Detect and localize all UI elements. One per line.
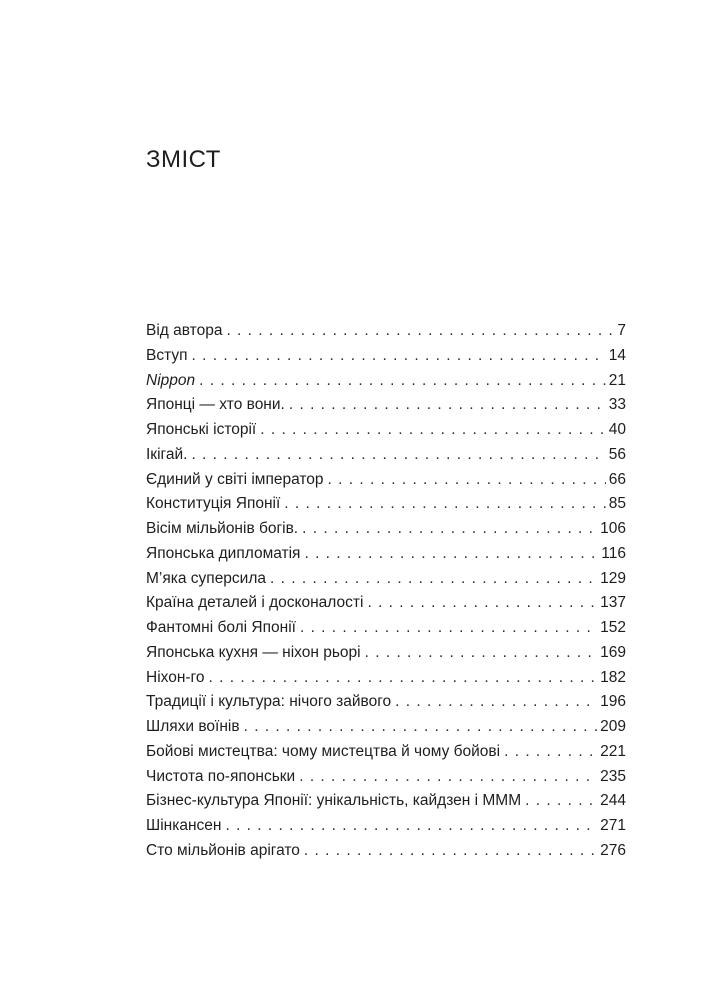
toc-entry-page-number: 182	[600, 668, 626, 686]
toc-dot-leader	[209, 669, 598, 687]
toc-dot-leader	[191, 446, 605, 464]
toc-dot-leader	[365, 644, 598, 662]
toc-entry-page-number: 244	[600, 792, 626, 810]
toc-entry-title: Ніхон-го	[146, 668, 205, 686]
toc-entry-page-number: 196	[600, 693, 626, 711]
toc-entry-title: Шінкансен	[146, 817, 222, 834]
toc-dot-leader	[367, 594, 597, 612]
toc-entry-page-number: 169	[600, 643, 626, 661]
toc-entry-title: Конституція Японії	[146, 495, 281, 513]
toc-entry-title: М’яка суперсила	[146, 569, 267, 587]
page-title: ЗМІСТ	[146, 146, 221, 173]
toc-entry-title: Вісім мільйонів богів.	[146, 520, 299, 537]
toc-entry	[146, 743, 626, 768]
toc-entry	[146, 322, 626, 347]
toc-entry	[146, 669, 626, 694]
toc-dot-leader	[395, 693, 597, 711]
toc-entry-title: Шляхи воїнів	[146, 718, 240, 735]
toc-dot-leader	[300, 619, 597, 637]
toc-entry-page-number: 85	[608, 495, 626, 513]
toc-entry-title: Сто мільйонів арігато	[146, 841, 300, 859]
toc-entry	[146, 792, 626, 817]
toc-entry-page-number: 7	[617, 322, 626, 339]
toc-entry-title: Чистота по-японськи	[146, 767, 296, 785]
toc-entry	[146, 347, 626, 372]
toc-entry-page-number: 106	[600, 520, 626, 537]
toc-entry	[146, 768, 626, 793]
toc-dot-leader	[199, 372, 606, 390]
toc-entry-page-number: 40	[608, 421, 626, 438]
toc-entry-title: Єдиний у світі імператор	[146, 470, 324, 488]
toc-entry	[146, 471, 626, 496]
toc-entry	[146, 817, 626, 842]
toc-entry-page-number: 137	[600, 594, 626, 612]
toc-entry-page-number: 209	[600, 718, 626, 735]
toc-dot-leader	[299, 768, 597, 786]
toc-entry	[146, 372, 626, 397]
toc-entry-title: Вступ	[146, 346, 188, 364]
toc-dot-leader	[504, 743, 597, 761]
toc-entry-page-number: 221	[600, 742, 626, 760]
toc-dot-leader	[302, 520, 597, 538]
toc-entry	[146, 495, 626, 520]
toc-dot-leader	[525, 792, 597, 810]
toc-entry	[146, 718, 626, 743]
toc-entry	[146, 421, 626, 446]
table-of-contents	[146, 322, 626, 867]
toc-entry	[146, 570, 626, 595]
toc-entry-title: Традиції і культура: нічого зайвого	[146, 693, 392, 711]
toc-entry	[146, 594, 626, 619]
toc-entry-title: Nippon	[146, 371, 196, 389]
toc-entry-title: Японська кухня — ніхон рьорі	[146, 643, 361, 661]
toc-entry	[146, 693, 626, 718]
toc-entry	[146, 842, 626, 867]
toc-entry-page-number: 276	[600, 841, 626, 859]
toc-entry	[146, 396, 626, 421]
toc-entry-title: Фантомні болі Японії	[146, 619, 296, 636]
toc-entry-page-number: 14	[608, 346, 626, 364]
toc-dot-leader	[192, 347, 606, 365]
toc-entry-title: Японські історії	[146, 421, 257, 438]
toc-dot-leader	[289, 396, 606, 414]
toc-entry-page-number: 33	[608, 396, 626, 414]
toc-entry-page-number: 66	[608, 470, 626, 488]
toc-dot-leader	[226, 322, 614, 340]
toc-entry-title: Бізнес-культура Японії: унікальність, кайдзен і МММ	[146, 792, 522, 810]
toc-dot-leader	[260, 421, 606, 439]
toc-entry	[146, 644, 626, 669]
toc-entry-page-number: 56	[608, 445, 626, 463]
toc-dot-leader	[284, 495, 605, 513]
toc-entry-title: Японська дипломатія	[146, 544, 301, 562]
toc-entry-page-number: 271	[600, 817, 626, 834]
toc-entry-page-number: 129	[600, 569, 626, 587]
toc-entry	[146, 446, 626, 471]
toc-entry-page-number: 21	[608, 371, 626, 389]
toc-entry-title: Японці — хто вони.	[146, 396, 285, 414]
toc-entry-title: Ікігай.	[146, 445, 188, 463]
toc-dot-leader	[225, 817, 597, 835]
toc-dot-leader	[304, 545, 598, 563]
toc-entry-title: Країна деталей і досконалості	[146, 594, 364, 612]
toc-entry	[146, 520, 626, 545]
toc-entry-title: Бойові мистецтва: чому мистецтва й чому бойові	[146, 742, 501, 760]
toc-dot-leader	[244, 718, 598, 736]
toc-entry-page-number: 152	[600, 619, 626, 636]
toc-dot-leader	[304, 842, 597, 860]
toc-dot-leader	[270, 570, 597, 588]
toc-dot-leader	[328, 471, 606, 489]
toc-entry-page-number: 116	[601, 544, 626, 562]
toc-entry-page-number: 235	[600, 767, 626, 785]
toc-entry	[146, 619, 626, 644]
toc-entry	[146, 545, 626, 570]
toc-entry-title: Від автора	[146, 322, 223, 339]
